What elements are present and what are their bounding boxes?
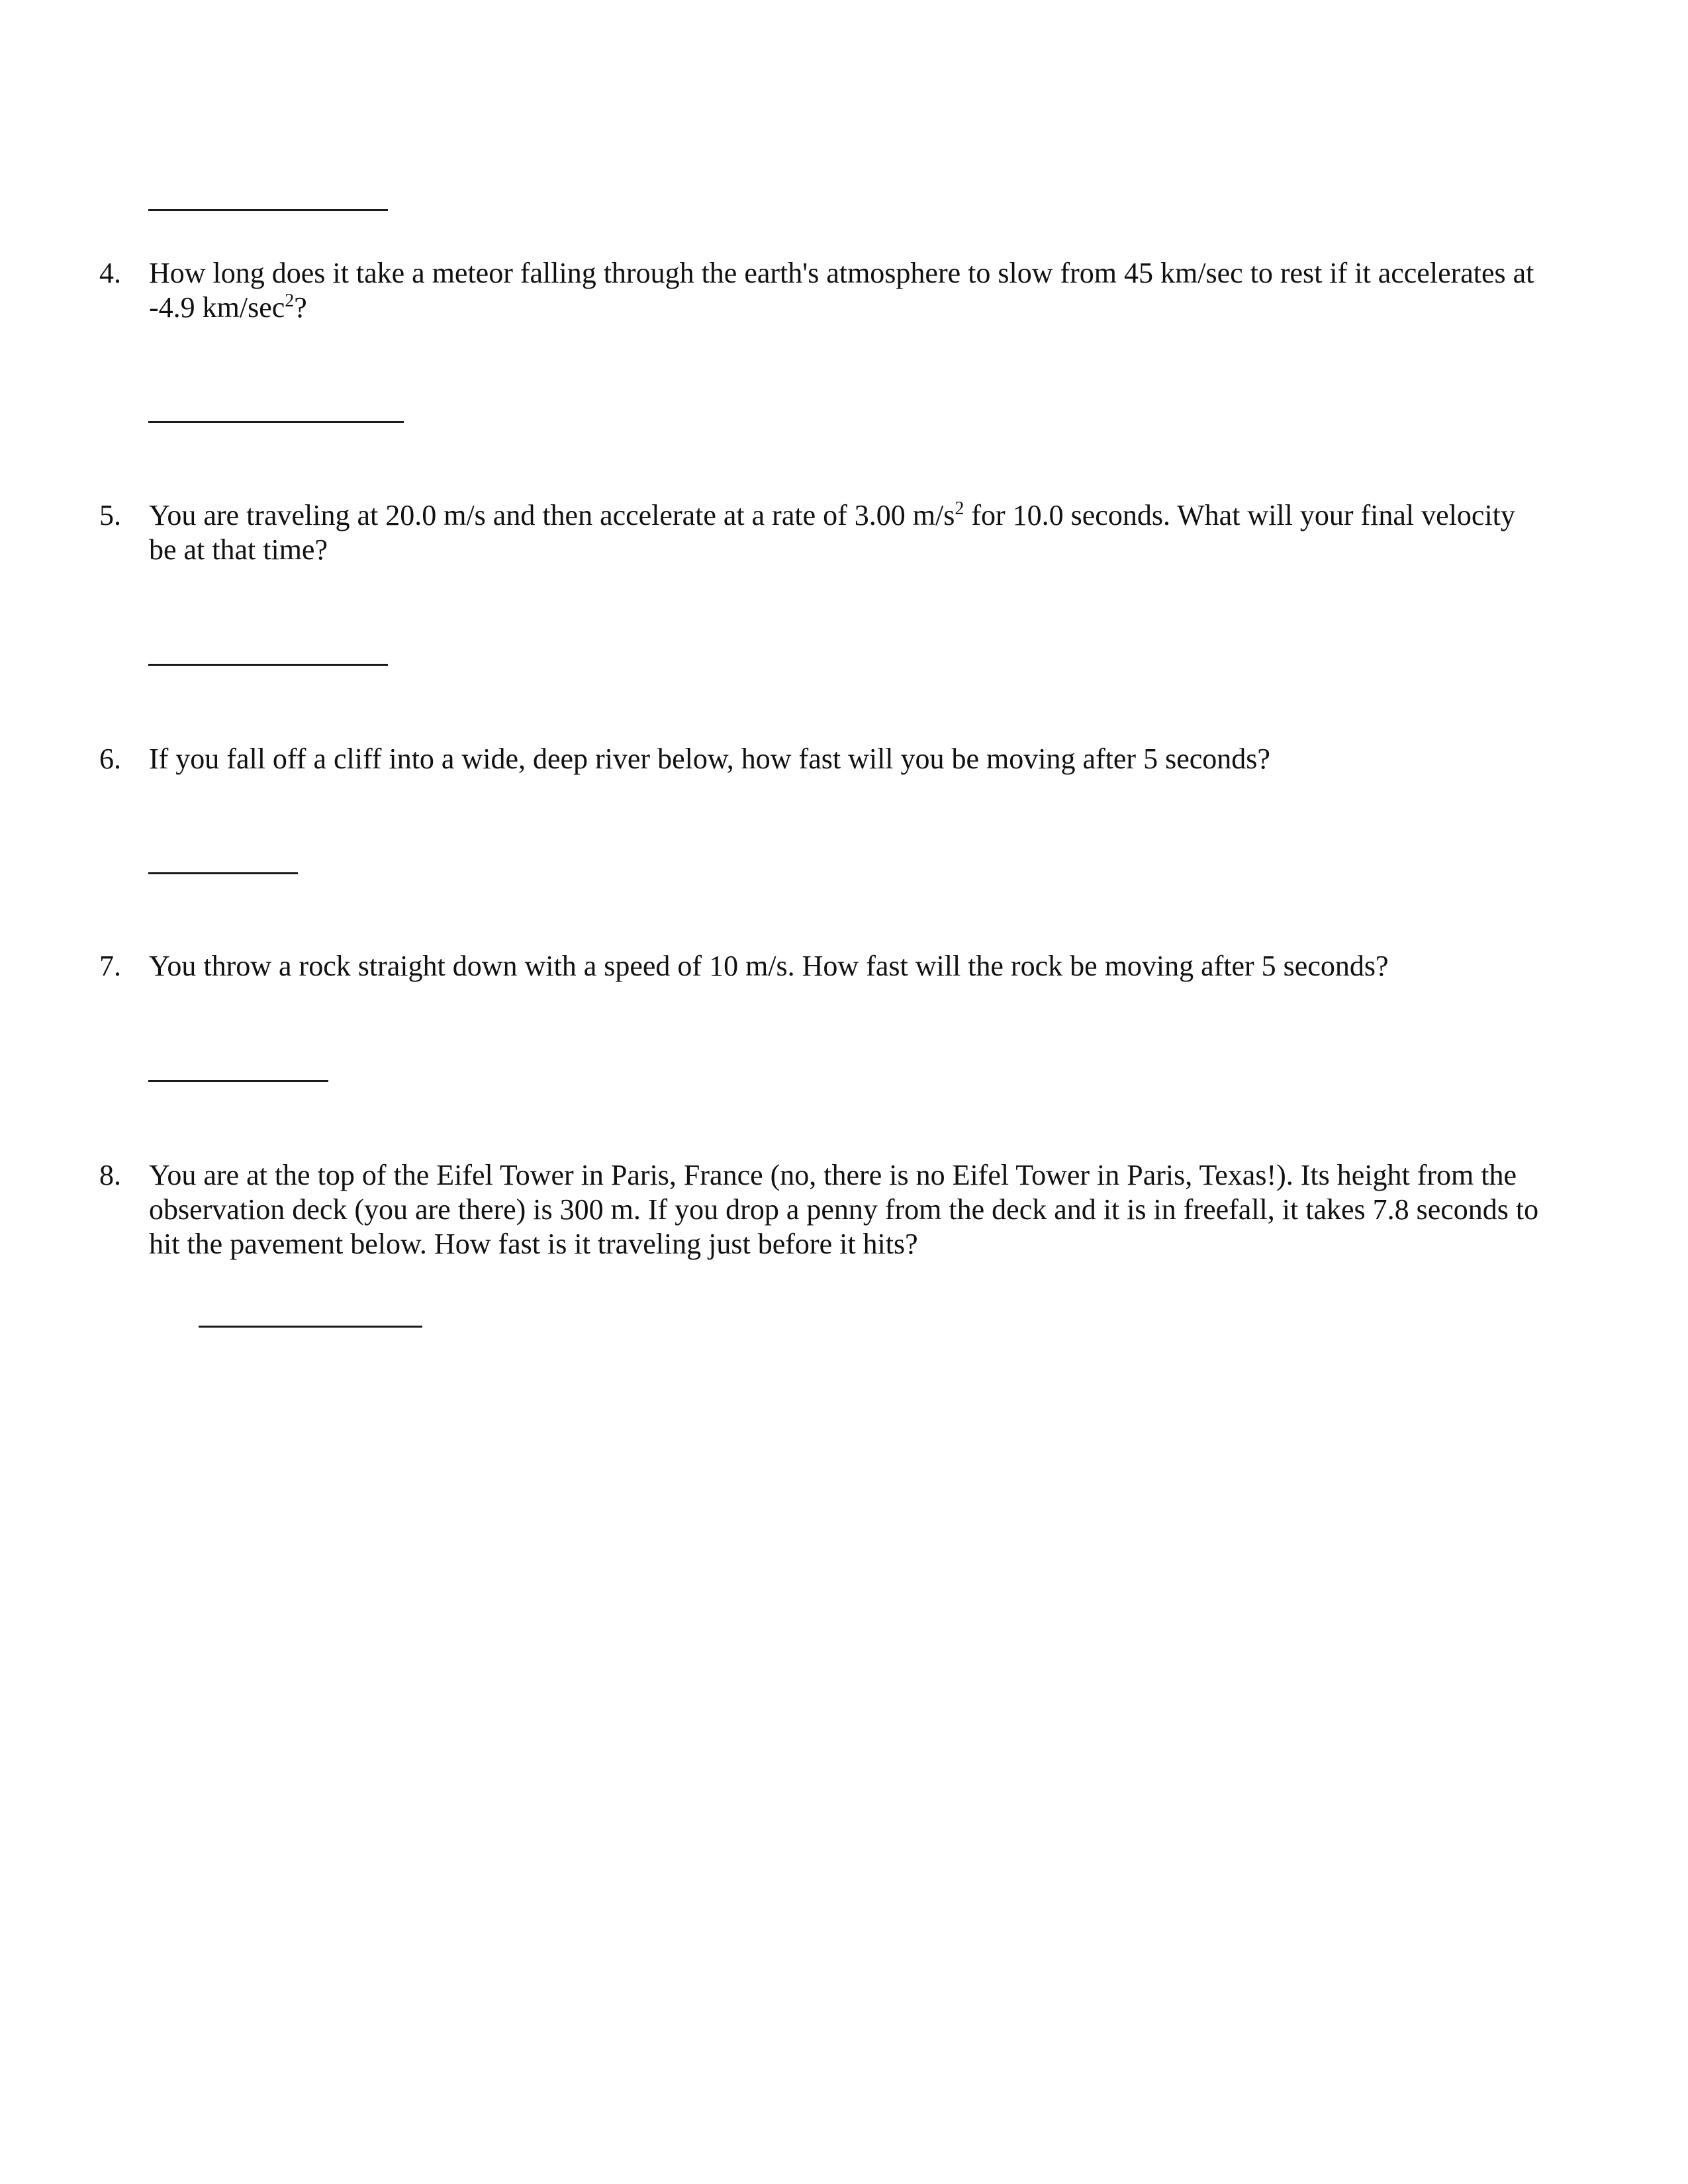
question-7 — [99, 949, 1542, 983]
answer-blank-4[interactable] — [148, 421, 404, 423]
answer-blank-3[interactable] — [148, 209, 388, 211]
question-4 — [99, 256, 1542, 325]
question-text: You are at the top of the Eifel Tower in Paris, France (no, there is no Eifel Tower in Paris, Texas!). Its height from the observation deck (you are there) is 300 m. If you drop a penny from the deck and it is in freefall, it takes 7.8 seconds to hit the pavement below. How fast is it traveling just before it hits? — [149, 1159, 1539, 1260]
answer-blank-5[interactable] — [148, 664, 388, 666]
question-number: 8. — [99, 1159, 121, 1191]
answer-blank-8[interactable] — [199, 1326, 422, 1328]
question-number: 7. — [99, 950, 121, 982]
question-number: 4. — [99, 257, 121, 289]
question-8 — [99, 1158, 1542, 1261]
question-text: How long does it take a meteor falling through the earth's atmosphere to slow from 45 km/sec to rest if it accelerates at -4.9 $km/\sec^2$? — [149, 257, 1534, 324]
question-text: You are traveling at 20.0 m/s and then accelerate at a rate of 3.00 $m/s^2$ for 10.0 seconds. What will your final velocity be at that time? — [149, 498, 1515, 566]
question-text: If you fall off a cliff into a wide, deep river below, how fast will you be moving after 5 seconds? — [149, 743, 1270, 775]
question-number: 5. — [99, 499, 121, 531]
question-text: You throw a rock straight down with a speed of 10 m/s. How fast will the rock be moving after 5 seconds? — [149, 950, 1389, 982]
question-5 — [99, 498, 1542, 567]
answer-blank-7[interactable] — [148, 1080, 328, 1082]
question-6 — [99, 742, 1542, 776]
question-number: 6. — [99, 743, 121, 775]
answer-blank-6[interactable] — [148, 872, 298, 874]
